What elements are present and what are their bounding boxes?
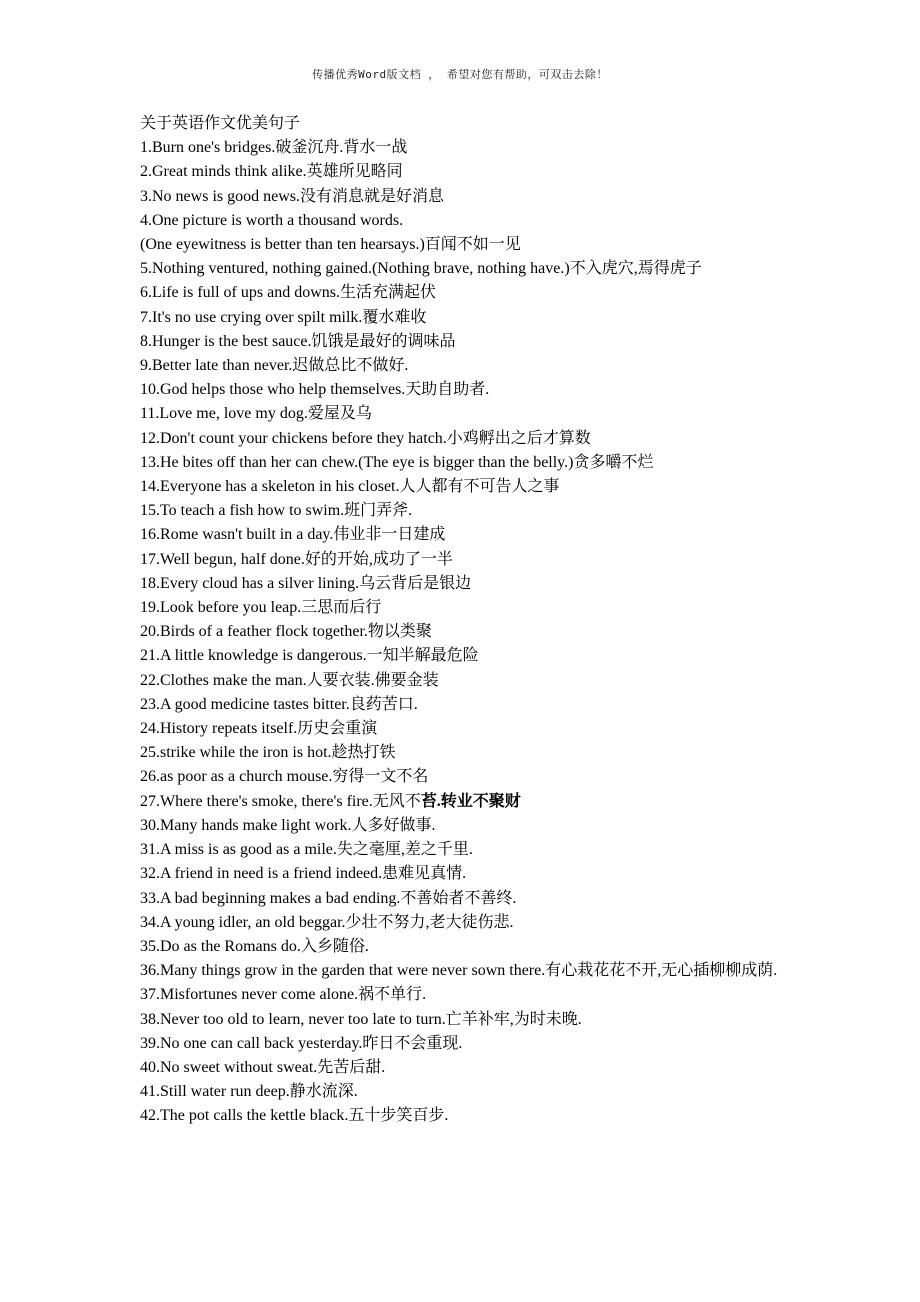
- proverb-line: 6.Life is full of ups and downs.生活充满起伏: [140, 284, 436, 302]
- proverb-list-b: [140, 814, 790, 1129]
- proverb-line: 25.strike while the iron is hot.趁热打铁: [140, 744, 396, 762]
- proverb-line: 39.No one can call back yesterday.昨日不会重现.: [140, 1034, 463, 1052]
- header-note: 传播优秀Word版文档 ， 希望对您有帮助，可双击去除！: [312, 68, 608, 81]
- proverb-line: 5.Nothing ventured, nothing gained.(Nothing brave, nothing have.)不入虎穴,焉得虎子: [140, 260, 702, 278]
- proverb-line: 42.The pot calls the kettle black.五十步笑百步.: [140, 1107, 449, 1125]
- proverb-line: 13.He bites off than her can chew.(The eye is bigger than the belly.)贪多嚼不烂: [140, 453, 654, 471]
- proverb-line: 17.Well begun, half done.好的开始,成功了一半: [140, 550, 453, 568]
- proverb-line: 8.Hunger is the best sauce.饥饿是最好的调味品: [140, 332, 456, 350]
- proverb-line: 35.Do as the Romans do.入乡随俗.: [140, 937, 369, 955]
- proverb-line: 26.as poor as a church mouse.穷得一文不名: [140, 768, 429, 786]
- proverb-line: 40.No sweet without sweat.先苦后甜.: [140, 1058, 386, 1076]
- proverb-line: 19.Look before you leap.三思而后行: [140, 599, 382, 617]
- proverb-line-27-normal: 27.Where there's smoke, there's fire.无风不: [140, 792, 421, 810]
- proverb-line-27: [140, 790, 790, 814]
- proverb-line: 30.Many hands make light work.人多好做事.: [140, 816, 436, 834]
- proverb-line: 1.Burn one's bridges.破釜沉舟.背水一战: [140, 139, 408, 157]
- proverb-line: 37.Misfortunes never come alone.祸不单行.: [140, 986, 427, 1004]
- proverb-line: 36.Many things grow in the garden that were never sown there.有心栽花花不开,无心插柳柳成荫.: [140, 962, 778, 980]
- proverb-line: 4.One picture is worth a thousand words.: [140, 211, 404, 229]
- proverb-line: 10.God helps those who help themselves.天助自助者.: [140, 381, 490, 399]
- proverb-line: 34.A young idler, an old beggar.少壮不努力,老大徒伤悲.: [140, 913, 514, 931]
- proverb-line: 15.To teach a fish how to swim.班门弄斧.: [140, 502, 413, 520]
- document-body: [140, 112, 790, 1129]
- proverb-line: 3.No news is good news.没有消息就是好消息: [140, 187, 444, 205]
- proverb-line: 33.A bad beginning makes a bad ending.不善始者不善终.: [140, 889, 517, 907]
- proverb-list-a: [140, 136, 790, 789]
- proverb-line-27-bold: 苔.转业不聚财: [420, 792, 521, 810]
- proverb-line: 11.Love me, love my dog.爱屋及乌: [140, 405, 372, 423]
- proverb-line: 38.Never too old to learn, never too late to turn.亡羊补牢,为时未晚.: [140, 1010, 582, 1028]
- proverb-line: 12.Don't count your chickens before they hatch.小鸡孵出之后才算数: [140, 429, 591, 447]
- proverb-line: 21.A little knowledge is dangerous.一知半解最危险: [140, 647, 479, 665]
- proverb-line: 22.Clothes make the man.人要衣装.佛要金装: [140, 671, 439, 689]
- document-title: 关于英语作文优美句子: [140, 115, 301, 132]
- proverb-line: 24.History repeats itself.历史会重演: [140, 720, 378, 738]
- proverb-line: 16.Rome wasn't built in a day.伟业非一日建成: [140, 526, 446, 544]
- proverb-line: 2.Great minds think alike.英雄所见略同: [140, 163, 403, 181]
- proverb-line: 32.A friend in need is a friend indeed.患难见真情.: [140, 865, 467, 883]
- proverb-line: 9.Better late than never.迟做总比不做好.: [140, 357, 409, 375]
- proverb-line: 20.Birds of a feather flock together.物以类聚: [140, 623, 432, 641]
- proverb-line: 23.A good medicine tastes bitter.良药苦口.: [140, 695, 418, 713]
- proverb-line: 31.A miss is as good as a mile.失之毫厘,差之千里.: [140, 841, 473, 859]
- proverb-line: 41.Still water run deep.静水流深.: [140, 1083, 358, 1101]
- proverb-line: 18.Every cloud has a silver lining.乌云背后是银边: [140, 574, 472, 592]
- proverb-line: (One eyewitness is better than ten hearsays.)百闻不如一见: [140, 236, 521, 254]
- proverb-line: 14.Everyone has a skeleton in his closet.人人都有不可告人之事: [140, 478, 560, 496]
- proverb-line: 7.It's no use crying over spilt milk.覆水难收: [140, 308, 427, 326]
